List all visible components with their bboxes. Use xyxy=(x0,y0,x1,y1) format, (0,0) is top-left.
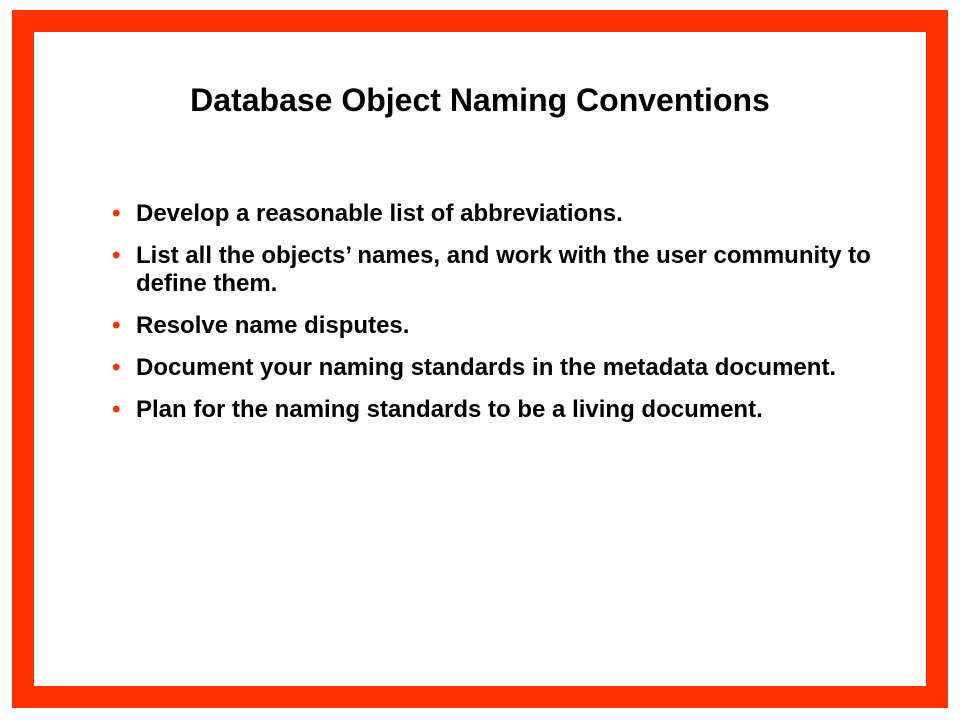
slide-title: Database Object Naming Conventions xyxy=(190,82,770,118)
bullet-item xyxy=(112,242,872,298)
bullet-icon: • xyxy=(112,242,121,269)
bullet-text: Resolve name disputes. xyxy=(136,312,410,339)
bullet-icon: • xyxy=(112,312,121,339)
bullet-item xyxy=(112,312,872,340)
bullet-list xyxy=(112,200,872,438)
bullet-item xyxy=(112,396,872,424)
bullet-text: Plan for the naming standards to be a living document. xyxy=(136,396,763,423)
bullet-icon: • xyxy=(112,200,121,227)
bullet-item xyxy=(112,354,872,382)
bullet-text: Develop a reasonable list of abbreviations. xyxy=(136,200,623,227)
bullet-icon: • xyxy=(112,396,121,423)
bullet-text: List all the objects’ names, and work with the user community to define them. xyxy=(136,242,871,297)
bullet-item xyxy=(112,200,872,228)
bullet-text: Document your naming standards in the metadata document. xyxy=(136,354,837,381)
slide-frame xyxy=(12,10,948,708)
bullet-icon: • xyxy=(112,354,121,381)
